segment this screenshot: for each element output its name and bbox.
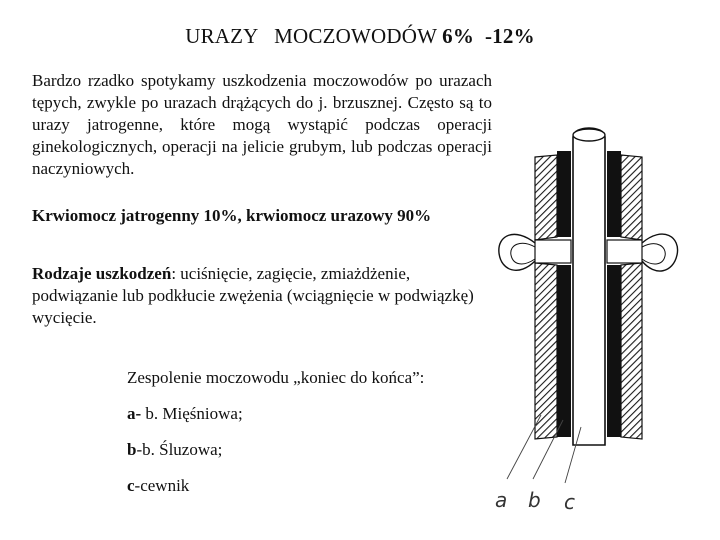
anastomosis-item-c-key: c bbox=[127, 476, 135, 495]
page-title bbox=[0, 24, 720, 49]
hematuria-paragraph: Krwiomocz jatrogenny 10%, krwiomocz urazowy 90% bbox=[32, 206, 432, 225]
upper-mucosa-right bbox=[607, 151, 621, 237]
injury-types-text: : uciśnięcie, zagięcie, zmiażdżenie, podwiązanie lub podkłucie zwężenia (wciągnięcie w podwiązkę) wycięcie. bbox=[32, 264, 474, 327]
anastomosis-item-b-key: b bbox=[127, 440, 137, 459]
lower-mucosa-right bbox=[607, 265, 621, 437]
page-title-percent: 6% -12% bbox=[442, 24, 535, 48]
injury-types-paragraph bbox=[32, 263, 487, 329]
anastomosis-item-a bbox=[127, 403, 243, 425]
figure-label-c: c bbox=[564, 490, 575, 514]
ureter-anastomosis-figure bbox=[485, 115, 690, 520]
anastomosis-item-b-text: -b. Śluzowa; bbox=[136, 440, 223, 459]
suture-loop-right bbox=[642, 234, 678, 271]
page-title-text: URAZY MOCZOWODÓW bbox=[185, 24, 443, 48]
anastomosis-item-a-key: a- bbox=[127, 404, 142, 423]
anastomosis-item-c bbox=[127, 475, 189, 497]
figure-label-a: a bbox=[495, 488, 508, 512]
anastomosis-item-c-text: -cewnik bbox=[134, 476, 190, 495]
leader-line-a bbox=[507, 415, 541, 479]
suture-gap-left bbox=[535, 240, 571, 263]
lower-muscle-wall-right bbox=[621, 263, 642, 439]
upper-muscle-wall-left bbox=[535, 155, 557, 240]
upper-muscle-wall-right bbox=[621, 155, 642, 240]
anastomosis-heading: Zespolenie moczowodu „koniec do końca”: bbox=[127, 368, 425, 387]
catheter bbox=[573, 128, 605, 445]
suture-loop-left bbox=[499, 234, 535, 270]
suture-loop-left-inner bbox=[511, 243, 535, 264]
anastomosis-item-b bbox=[127, 439, 222, 461]
suture-loop-right-inner bbox=[642, 244, 665, 264]
upper-mucosa-left bbox=[557, 151, 571, 237]
lower-muscle-wall-left bbox=[535, 263, 557, 439]
catheter-top-opening bbox=[573, 129, 605, 141]
anastomosis-item-a-text: b. Mięśniowa; bbox=[141, 404, 243, 423]
lower-mucosa-left bbox=[557, 265, 571, 437]
ureter-anastomosis-drawing bbox=[485, 115, 690, 520]
injury-types-lead: Rodzaje uszkodzeń bbox=[32, 264, 172, 283]
figure-label-b: b bbox=[528, 488, 541, 512]
intro-paragraph: Bardzo rzadko spotykamy uszkodzenia moczowodów po urazach tępych, zwykle po urazach drążących do j. brzusznej. Często są to urazy jatrogenne, które mogą wystąpić podczas operacji ginekologicznych, operacji na jelicie grubym, lub podczas operacji naczyniowych. bbox=[32, 71, 492, 178]
suture-gap-right bbox=[607, 240, 642, 263]
